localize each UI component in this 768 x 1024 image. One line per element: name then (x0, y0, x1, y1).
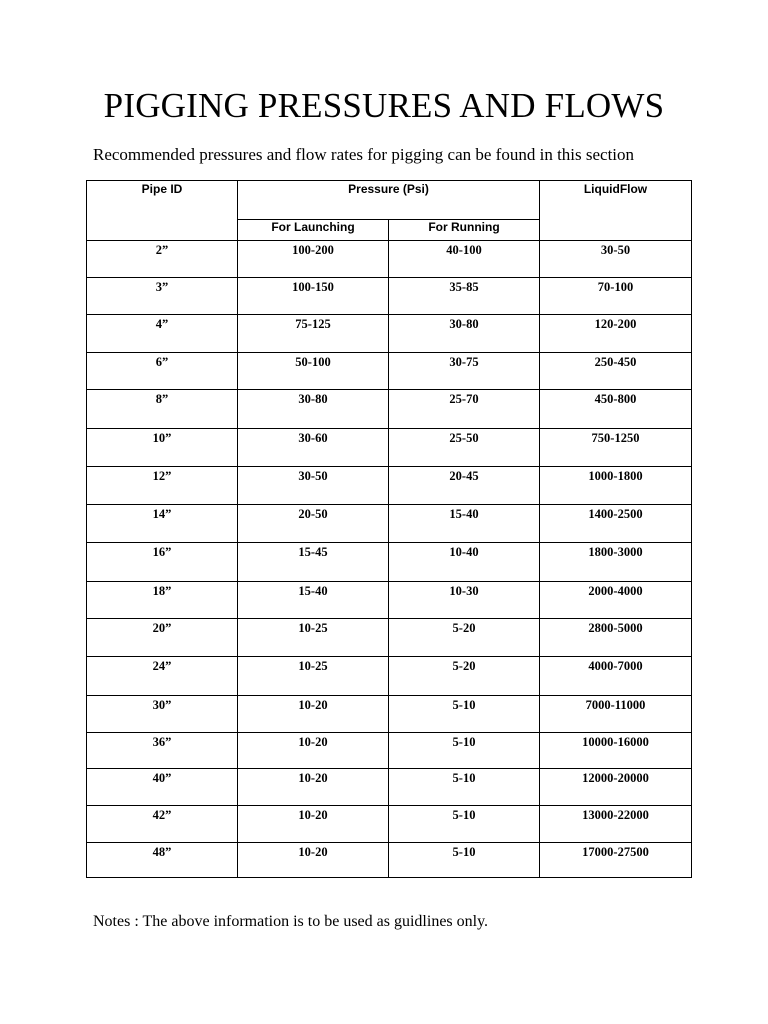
table-row (87, 582, 692, 619)
cell-pipe-id-value: 12” (152, 469, 172, 483)
table-row (87, 657, 692, 696)
cell-launching (238, 278, 389, 315)
cell-launching (238, 241, 389, 278)
cell-running-value: 35-85 (449, 280, 479, 294)
cell-launching (238, 582, 389, 619)
cell-liquid-flow (540, 278, 692, 315)
cell-launching (238, 619, 389, 657)
table-row (87, 315, 692, 353)
cell-pipe-id (87, 733, 238, 769)
table-row (87, 843, 692, 878)
cell-liquid-flow (540, 315, 692, 353)
cell-pipe-id-value: 20” (152, 621, 172, 635)
cell-pipe-id (87, 315, 238, 353)
table-row (87, 806, 692, 843)
cell-pipe-id (87, 582, 238, 619)
cell-liquid-flow-value: 13000-22000 (582, 808, 649, 822)
cell-liquid-flow (540, 582, 692, 619)
cell-launching-value: 30-60 (298, 431, 328, 445)
cell-launching (238, 806, 389, 843)
cell-pipe-id-value: 24” (152, 659, 172, 673)
table-row (87, 543, 692, 582)
cell-pipe-id-value: 3” (155, 280, 169, 294)
cell-pipe-id (87, 429, 238, 467)
cell-pipe-id (87, 353, 238, 390)
cell-liquid-flow-value: 4000-7000 (588, 659, 643, 673)
cell-running (389, 390, 540, 429)
cell-running (389, 582, 540, 619)
table-row (87, 278, 692, 315)
header-liquid-flow (540, 181, 692, 241)
cell-pipe-id-value: 14” (152, 507, 172, 521)
cell-pipe-id-value: 10” (152, 431, 172, 445)
table-row (87, 390, 692, 429)
cell-launching (238, 733, 389, 769)
table-row (87, 769, 692, 806)
cell-running-value: 10-30 (449, 584, 479, 598)
cell-launching (238, 353, 389, 390)
cell-launching-value: 10-20 (298, 845, 328, 859)
cell-pipe-id-value: 18” (152, 584, 172, 598)
cell-liquid-flow-value: 1000-1800 (588, 469, 643, 483)
cell-running-value: 20-45 (449, 469, 479, 483)
cell-launching (238, 657, 389, 696)
cell-launching (238, 543, 389, 582)
cell-launching (238, 467, 389, 505)
cell-liquid-flow (540, 619, 692, 657)
cell-liquid-flow (540, 696, 692, 733)
table-row (87, 619, 692, 657)
cell-launching-value: 10-20 (298, 808, 328, 822)
table-row (87, 241, 692, 278)
cell-launching-value: 15-45 (298, 545, 328, 559)
table-row (87, 696, 692, 733)
cell-running (389, 353, 540, 390)
pigging-table-body (87, 181, 692, 878)
cell-pipe-id-value: 2” (155, 243, 169, 257)
cell-launching-value: 50-100 (295, 355, 331, 369)
header-pressure-label: Pressure (Psi) (348, 182, 429, 196)
cell-running (389, 657, 540, 696)
cell-pipe-id-value: 42” (152, 808, 172, 822)
cell-pipe-id (87, 696, 238, 733)
header-pressure (238, 181, 540, 220)
cell-pipe-id-value: 30” (152, 698, 172, 712)
header-for-running-label: For Running (428, 220, 500, 234)
cell-running-value: 40-100 (446, 243, 482, 257)
cell-running (389, 733, 540, 769)
table-row (87, 505, 692, 543)
cell-launching-value: 100-200 (292, 243, 334, 257)
cell-liquid-flow-value: 120-200 (594, 317, 637, 331)
cell-pipe-id (87, 390, 238, 429)
cell-liquid-flow (540, 806, 692, 843)
cell-pipe-id (87, 278, 238, 315)
cell-launching-value: 10-25 (298, 621, 328, 635)
cell-pipe-id (87, 806, 238, 843)
cell-launching-value: 15-40 (298, 584, 328, 598)
header-pipe-id (87, 181, 238, 241)
pigging-table (86, 180, 692, 878)
cell-pipe-id-value: 8” (155, 392, 169, 406)
cell-liquid-flow (540, 733, 692, 769)
cell-running (389, 843, 540, 878)
cell-running-value: 30-80 (449, 317, 479, 331)
page-subtitle: Recommended pressures and flow rates for pigging can be found in this section (93, 145, 635, 164)
cell-liquid-flow (540, 467, 692, 505)
cell-pipe-id (87, 769, 238, 806)
header-for-launching-label: For Launching (271, 220, 355, 234)
cell-running-value: 5-10 (452, 771, 476, 785)
cell-liquid-flow (540, 241, 692, 278)
cell-running-value: 5-10 (452, 735, 476, 749)
cell-liquid-flow-value: 450-800 (594, 392, 637, 406)
cell-running-value: 5-10 (452, 845, 476, 859)
cell-running-value: 15-40 (449, 507, 479, 521)
cell-liquid-flow-value: 2000-4000 (588, 584, 643, 598)
cell-liquid-flow-value: 10000-16000 (582, 735, 649, 749)
cell-liquid-flow (540, 429, 692, 467)
table-row (87, 429, 692, 467)
cell-liquid-flow-value: 17000-27500 (582, 845, 649, 859)
cell-launching (238, 315, 389, 353)
cell-liquid-flow (540, 657, 692, 696)
cell-running-value: 10-40 (449, 545, 479, 559)
cell-pipe-id-value: 40” (152, 771, 172, 785)
cell-pipe-id (87, 543, 238, 582)
cell-running-value: 5-10 (452, 698, 476, 712)
header-for-running (389, 220, 540, 241)
cell-pipe-id (87, 843, 238, 878)
cell-launching-value: 20-50 (298, 507, 328, 521)
cell-launching-value: 10-20 (298, 735, 328, 749)
cell-launching (238, 505, 389, 543)
cell-liquid-flow-value: 12000-20000 (582, 771, 649, 785)
cell-pipe-id (87, 467, 238, 505)
cell-pipe-id (87, 505, 238, 543)
cell-pipe-id (87, 657, 238, 696)
cell-running (389, 429, 540, 467)
page-title: PIGGING PRESSURES AND FLOWS (103, 86, 665, 125)
table-header-row (87, 181, 692, 220)
cell-liquid-flow-value: 1800-3000 (588, 545, 643, 559)
cell-liquid-flow (540, 505, 692, 543)
cell-launching (238, 390, 389, 429)
cell-running (389, 806, 540, 843)
cell-running (389, 543, 540, 582)
cell-liquid-flow-value: 750-1250 (591, 431, 640, 445)
cell-launching (238, 769, 389, 806)
cell-liquid-flow-value: 1400-2500 (588, 507, 643, 521)
cell-running (389, 696, 540, 733)
cell-running-value: 5-20 (452, 621, 476, 635)
cell-launching-value: 30-80 (298, 392, 328, 406)
cell-launching-value: 75-125 (295, 317, 331, 331)
cell-launching (238, 429, 389, 467)
cell-launching-value: 30-50 (298, 469, 328, 483)
cell-liquid-flow-value: 30-50 (600, 243, 631, 257)
cell-liquid-flow-value: 2800-5000 (588, 621, 643, 635)
table-row (87, 353, 692, 390)
cell-running (389, 467, 540, 505)
cell-running-value: 30-75 (449, 355, 479, 369)
cell-running (389, 278, 540, 315)
cell-running-value: 5-10 (452, 808, 476, 822)
cell-running (389, 619, 540, 657)
cell-launching (238, 696, 389, 733)
cell-running-value: 5-20 (452, 659, 476, 673)
cell-launching-value: 10-25 (298, 659, 328, 673)
cell-liquid-flow (540, 543, 692, 582)
table-row (87, 733, 692, 769)
cell-running (389, 315, 540, 353)
cell-running (389, 505, 540, 543)
cell-pipe-id (87, 241, 238, 278)
cell-liquid-flow-value: 250-450 (594, 355, 637, 369)
notes-text: Notes : The above information is to be used as guidlines only. (93, 913, 489, 930)
cell-liquid-flow (540, 353, 692, 390)
cell-launching (238, 843, 389, 878)
cell-pipe-id-value: 4” (155, 317, 169, 331)
cell-liquid-flow (540, 843, 692, 878)
cell-running (389, 769, 540, 806)
cell-liquid-flow (540, 769, 692, 806)
cell-launching-value: 10-20 (298, 698, 328, 712)
cell-launching-value: 10-20 (298, 771, 328, 785)
header-liquid-flow-label: LiquidFlow (583, 182, 648, 196)
cell-pipe-id-value: 48” (152, 845, 172, 859)
cell-liquid-flow (540, 390, 692, 429)
cell-running (389, 241, 540, 278)
cell-liquid-flow-value: 70-100 (597, 280, 634, 294)
cell-pipe-id (87, 619, 238, 657)
cell-pipe-id-value: 16” (152, 545, 172, 559)
cell-running-value: 25-70 (449, 392, 479, 406)
cell-pipe-id-value: 6” (155, 355, 169, 369)
header-for-launching (238, 220, 389, 241)
cell-running-value: 25-50 (449, 431, 479, 445)
header-pipe-id-label: Pipe ID (141, 182, 183, 196)
cell-liquid-flow-value: 7000-11000 (585, 698, 646, 712)
cell-launching-value: 100-150 (292, 280, 334, 294)
cell-pipe-id-value: 36” (152, 735, 172, 749)
table-row (87, 467, 692, 505)
